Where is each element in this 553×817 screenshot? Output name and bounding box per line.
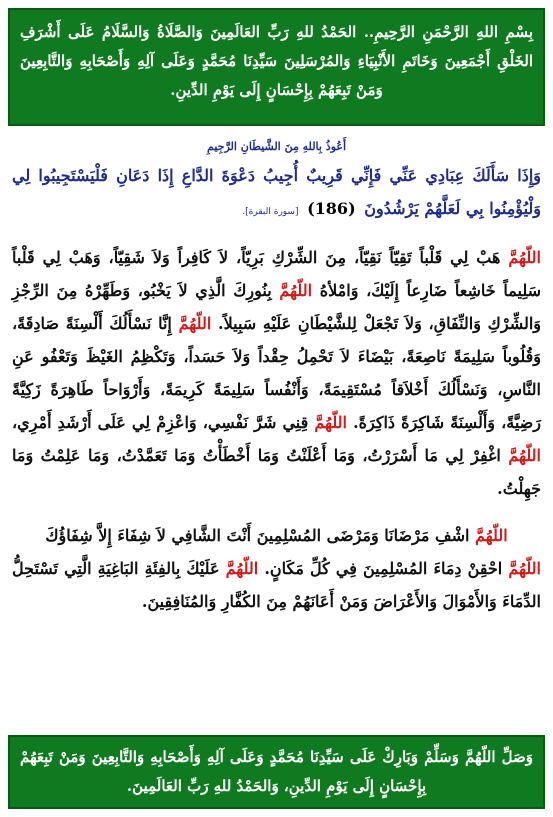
verse-text: وَإِذَا سَأَلَكَ عِبَادِي عَنِّي فَإِنِّي قَرِيبٌ أُجِيبُ دَعْوَةَ الدَّاعِ إِذَا دَعَانِ فَلْيَسْتَجِيبُوا لِي وَلْيُؤْمِنُوا بِي لَعَلَّهُمْ يَرْشُدُونَ (12, 166, 541, 218)
quran-verse (8, 159, 545, 229)
allahumma-word: اللّهُمَّ (279, 281, 313, 300)
dua-text: احْقِنْ دِمَاءَ المُسْلِمِينَ فِي كُلِّ مَكَانٍ. (264, 559, 503, 578)
allahumma-word: اللّهُمَّ (178, 314, 212, 333)
dua-text: اغْفِرْ لِي مَا أَسْرَرْتُ، وَمَا أَعْلَنْتُ وَمَا أَخْطَأْتُ وَمَا تَعَمَّدْتُ، وَمَا عَلِمْتُ وَمَا جَهِلْتُ. (12, 446, 541, 498)
verse-number: (186) (307, 199, 356, 218)
dua-text: قِنِي شَرَّ نَفْسِي، وَاعْزِمْ لِي عَلَى أَرْشَدِ أَمْرِي، (12, 413, 309, 432)
opening-text: بِسْمِ اللهِ الرَّحْمَنِ الرَّحِيمِ.. الحَمْدُ للهِ رَبِّ العَالَمِينَ وَالصَّلَاةُ وَالسَّلَامُ عَلَى أَشْرَفِ الخَلْقِ أَجْمَعِينَ وَخَاتَمِ الأَنْبِيَاءِ وَالمُرْسَلِينَ سَيِّدِنَا مُحَمَّدٍ وَعَلَى آلِهِ وَأَصْحَابِهِ وَالتَّابِعِينَ وَمَنْ تَبِعَهُمْ بِإِحْسَانٍ إِلَى يَوْمِ الدِّينِ. (20, 23, 533, 99)
allahumma-word: اللّهُمَّ (508, 559, 541, 578)
allahumma-word: اللّهُمَّ (508, 248, 541, 267)
dua-text: إِنَّا نَسْأَلُكَ أَلْسِنَةً صَادِقَةً، وَقُلُوباً سَلِيمَةً نَاصِعَةً، بَيْضَاءَ لاَ تَحْمِلُ حِقْداً وَلاَ حَسَداً، وَتَكْظِمُ الغَيْظَ وَتَعْفُو عَنِ النَّاسِ، وَنَسْأَلُكَ أَخْلاَقاً مُسْتَقِيمَةً، وَأَنْفُساً سَلِيمَةً كَرِيمَةً، وَأَرْوَاحاً طَاهِرَةً زَكِيَّةً رَضِيَّةً، وَأَلْسِنَةً شَاكِرَةً ذَاكِرَةً. (12, 314, 541, 432)
allahumma-word: اللّهُمَّ (225, 559, 259, 578)
allahumma-word: اللّهُمَّ (475, 526, 508, 545)
dua-paragraph-3 (8, 552, 545, 618)
opening-box (8, 8, 545, 126)
dua-text: اشْفِ مَرْضَانَا وَمَرْضَى المُسْلِمِينَ أَنْتَ الشَّافِي لاَ شِفَاءَ إِلاَّ شِفَاؤُكَ (45, 526, 470, 545)
dua-text: هَبْ لِي قَلْباً تَقِيّاً نَقِيّاً، مِنَ الشِّرْكِ بَرِيّاً، لاَ كَافِراً وَلاَ شَقِيّاً، وَهَبْ لِي قَلْباً سَلِيماً خَاشِعاً ضَارِعاً إِلَيْكَ، وَامْلأهُ (12, 248, 542, 300)
verse-source: [سورة البقرة]. (242, 207, 299, 217)
dua-paragraph-1 (8, 241, 545, 505)
dua-paragraph-2 (8, 519, 545, 552)
allahumma-word: اللّهُمَّ (314, 413, 347, 432)
allahumma-word: اللّهُمَّ (508, 446, 541, 465)
dua-text: عَلَيْكَ بِالفِئَةِ البَاغِيَةِ الَّتِي تَسْتَحِلُّ الدِّمَاءَ وَالأَمْوَالَ وَالأَعْرَاضَ وَمَنْ أَعَانَهُمْ مِنَ الكُفَّارِ وَالمُنَافِقِينَ. (12, 559, 541, 611)
closing-box (8, 735, 545, 809)
closing-text: وَصَلِّ اللّهُمَّ وَسَلِّمْ وَبَارِكْ عَلَى سَيِّدِنَا مُحَمَّدٍ وَعَلَى آلِهِ وَأَصْحَابِهِ وَالتَّابِعِينَ وَمَنْ تَبِعَهُمْ بِإِحْسَانٍ إِلَى يَوْمِ الدِّينِ، وَالحَمْدُ للهِ رَبِّ العَالَمِينَ. (20, 748, 533, 795)
istiadha: أَعُوذُ بِاللهِ مِنَ الشَّيطَانِ الرَّجِيمِ (207, 140, 346, 153)
dua-text: بِنُورِكَ الَّذِي لاَ يَخْبُو، وَطَهِّرْهُ مِنَ الرِّجْزِ وَالشِّرْكِ وَالنِّفَاقِ، وَلاَ تَجْعَلْ لِلشَّيْطَانِ عَلَيْهِ سَبِيلاً. (12, 281, 542, 333)
